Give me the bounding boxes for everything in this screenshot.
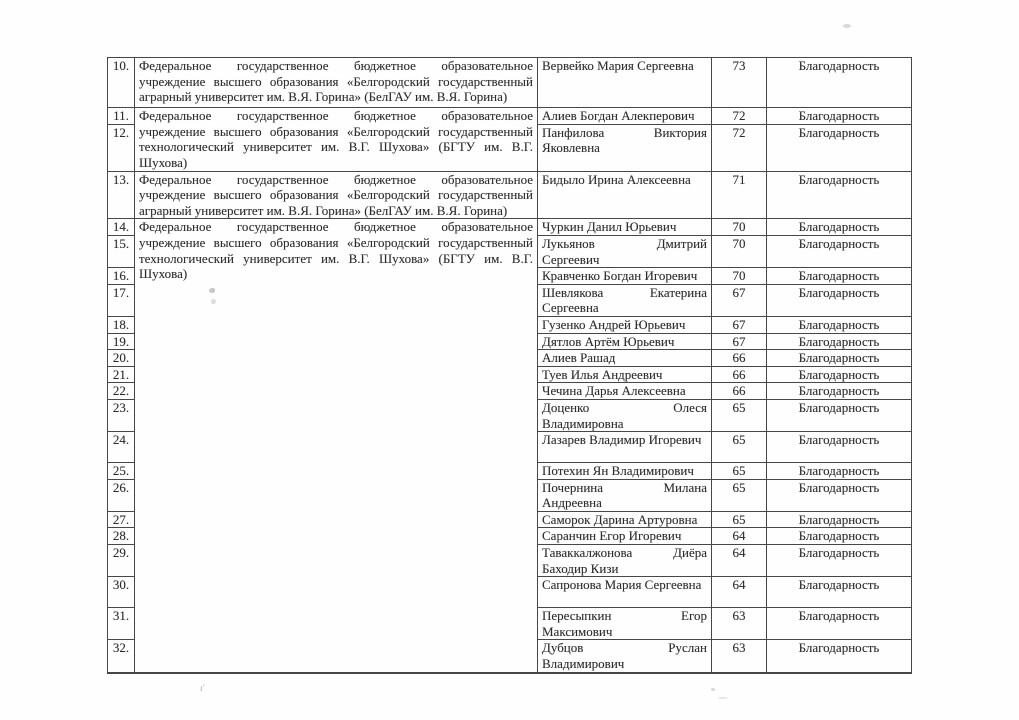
score-cell: 65 [712, 399, 767, 431]
award-cell: Благодарность [767, 316, 912, 333]
award-cell: Благодарность [767, 528, 912, 545]
score-cell: 73 [712, 58, 767, 108]
institution-cell: Федеральное государственное бюджетное образовательное учреждение высшего образования «Белгородский государственный технологический университет им. В.Г. Шухова» (БГТУ им. В.Г. Шухова) [135, 108, 538, 172]
award-cell: Благодарность [767, 366, 912, 383]
score-cell: 66 [712, 366, 767, 383]
institution-cell: Федеральное государственное бюджетное образовательное учреждение высшего образования «Белгородский государственный аграрный университет им. В.Я. Горина» (БелГАУ им. В.Я. Горина) [135, 58, 538, 108]
award-cell: Благодарность [767, 479, 912, 511]
award-cell: Благодарность [767, 268, 912, 285]
row-number-cell: 19. [108, 333, 135, 350]
score-cell: 65 [712, 463, 767, 480]
row-number-cell: 31. [108, 608, 135, 640]
student-name-cell: Саморок Дарина Артуровна [538, 511, 712, 528]
row-number-cell: 22. [108, 383, 135, 400]
row-number-cell: 13. [108, 171, 135, 219]
row-number-cell: 16. [108, 268, 135, 285]
student-name-cell: Алиев Богдан Алекперович [538, 108, 712, 125]
institution-cell: Федеральное государственное бюджетное образовательное учреждение высшего образования «Белгородский государственный аграрный университет им. В.Я. Горина» (БелГАУ им. В.Я. Горина) [135, 171, 538, 219]
student-name-cell: Пересыпкин Егор Максимович [538, 608, 712, 640]
scan-smudge [711, 688, 715, 691]
row-number-cell: 28. [108, 528, 135, 545]
row-number-cell: 11. [108, 108, 135, 125]
row-number-cell: 21. [108, 366, 135, 383]
scan-smudge: ı′ [200, 683, 205, 693]
row-number-cell: 23. [108, 399, 135, 431]
row-number-cell: 29. [108, 545, 135, 577]
institution-cell: Федеральное государственное бюджетное образовательное учреждение высшего образования «Белгородский государственный технологический университет им. В.Г. Шухова» (БГТУ им. В.Г. Шухова) [135, 219, 538, 673]
table-row [108, 108, 912, 125]
score-cell: 63 [712, 608, 767, 640]
row-number-cell: 32. [108, 640, 135, 673]
award-cell: Благодарность [767, 383, 912, 400]
score-cell: 66 [712, 350, 767, 367]
score-cell: 65 [712, 479, 767, 511]
student-name-cell: Чечина Дарья Алексеевна [538, 383, 712, 400]
row-number-cell: 30. [108, 577, 135, 608]
score-cell: 72 [712, 108, 767, 125]
score-cell: 66 [712, 383, 767, 400]
awards-table-container [107, 57, 913, 674]
student-name-cell: Панфилова Виктория Яковлевна [538, 124, 712, 171]
student-name-cell: Бидыло Ирина Алексеевна [538, 171, 712, 219]
student-name-cell: Туев Илья Андреевич [538, 366, 712, 383]
row-number-cell: 12. [108, 124, 135, 171]
student-name-cell: Дятлов Артём Юрьевич [538, 333, 712, 350]
award-cell: Благодарность [767, 350, 912, 367]
award-cell: Благодарность [767, 577, 912, 608]
student-name-cell: Потехин Ян Владимирович [538, 463, 712, 480]
student-name-cell: Чуркин Данил Юрьевич [538, 219, 712, 236]
award-cell: Благодарность [767, 545, 912, 577]
student-name-cell: Доценко Олеся Владимировна [538, 399, 712, 431]
row-number-cell: 18. [108, 316, 135, 333]
score-cell: 64 [712, 528, 767, 545]
award-cell: Благодарность [767, 284, 912, 316]
table-row [108, 171, 912, 219]
award-cell: Благодарность [767, 333, 912, 350]
award-cell: Благодарность [767, 235, 912, 267]
student-name-cell: Лукьянов Дмитрий Сергеевич [538, 235, 712, 267]
award-cell: Благодарность [767, 511, 912, 528]
score-cell: 64 [712, 545, 767, 577]
table-row [108, 58, 912, 108]
score-cell: 67 [712, 333, 767, 350]
award-cell: Благодарность [767, 608, 912, 640]
student-name-cell: Сапронова Мария Сергеевна [538, 577, 712, 608]
student-name-cell: Дубцов Руслан Владимирович [538, 640, 712, 673]
score-cell: 67 [712, 284, 767, 316]
row-number-cell: 17. [108, 284, 135, 316]
row-number-cell: 24. [108, 432, 135, 463]
score-cell: 70 [712, 219, 767, 236]
row-number-cell: 14. [108, 219, 135, 236]
student-name-cell: Алиев Рашад [538, 350, 712, 367]
student-name-cell: Лазарев Владимир Игоревич [538, 432, 712, 463]
score-cell: 63 [712, 640, 767, 673]
award-cell: Благодарность [767, 108, 912, 125]
awards-table-body [108, 58, 912, 673]
student-name-cell: Шевлякова Екатерина Сергеевна [538, 284, 712, 316]
student-name-cell: Таваккалжонова Диёра Баходир Кизи [538, 545, 712, 577]
award-cell: Благодарность [767, 219, 912, 236]
score-cell: 65 [712, 511, 767, 528]
student-name-cell: Вервейко Мария Сергеевна [538, 58, 712, 108]
award-cell: Благодарность [767, 58, 912, 108]
score-cell: 72 [712, 124, 767, 171]
score-cell: 64 [712, 577, 767, 608]
student-name-cell: Гузенко Андрей Юрьевич [538, 316, 712, 333]
student-name-cell: Саранчин Егор Игоревич [538, 528, 712, 545]
row-number-cell: 27. [108, 511, 135, 528]
row-number-cell: 10. [108, 58, 135, 108]
score-cell: 71 [712, 171, 767, 219]
score-cell: 70 [712, 268, 767, 285]
student-name-cell: Почернина Милана Андреевна [538, 479, 712, 511]
scan-smudge [843, 24, 851, 28]
row-number-cell: 26. [108, 479, 135, 511]
table-row [108, 219, 912, 236]
award-cell: Благодарность [767, 463, 912, 480]
award-cell: Благодарность [767, 640, 912, 673]
award-cell: Благодарность [767, 124, 912, 171]
row-number-cell: 15. [108, 235, 135, 267]
award-cell: Благодарность [767, 399, 912, 431]
row-number-cell: 25. [108, 463, 135, 480]
award-cell: Благодарность [767, 432, 912, 463]
row-number-cell: 20. [108, 350, 135, 367]
student-name-cell: Кравченко Богдан Игоревич [538, 268, 712, 285]
score-cell: 70 [712, 235, 767, 267]
score-cell: 65 [712, 432, 767, 463]
awards-table [107, 57, 912, 674]
scan-smudge [718, 697, 728, 699]
score-cell: 67 [712, 316, 767, 333]
award-cell: Благодарность [767, 171, 912, 219]
